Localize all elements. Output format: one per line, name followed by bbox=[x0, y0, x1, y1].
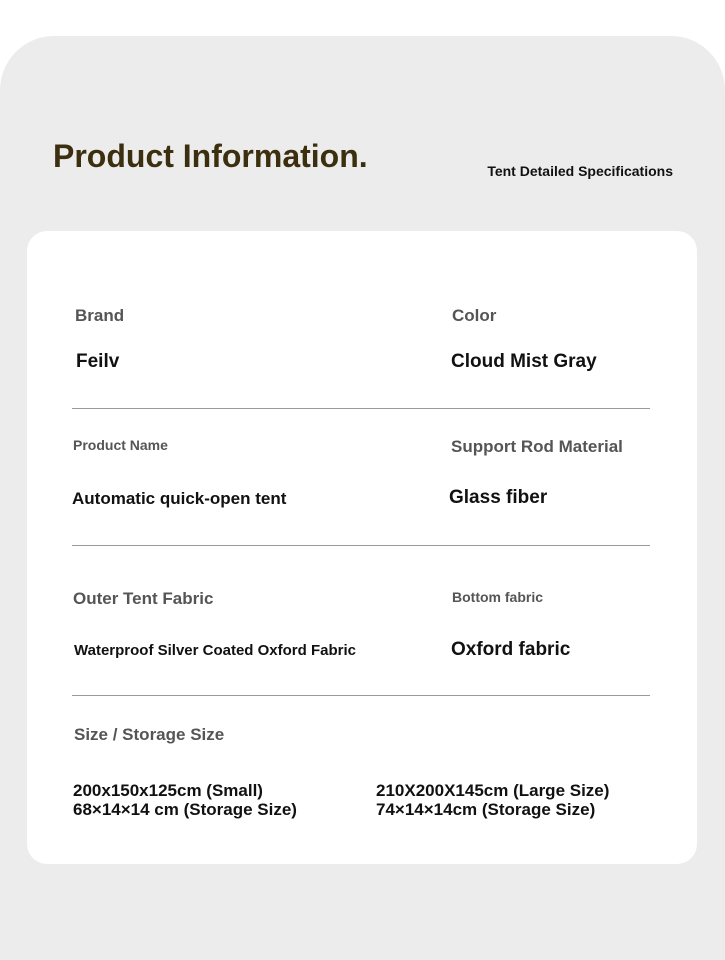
product-name-value: Automatic quick-open tent bbox=[72, 489, 287, 508]
bottom-fabric-value: Oxford fabric bbox=[451, 639, 571, 660]
spec-card bbox=[27, 231, 697, 864]
support-rod-value: Glass fiber bbox=[449, 487, 548, 508]
bottom-fabric-label: Bottom fabric bbox=[452, 589, 543, 605]
color-value: Cloud Mist Gray bbox=[451, 351, 597, 372]
size-large-value: 210X200X145cm (Large Size) 74×14×14cm (Storage Size) bbox=[376, 781, 610, 819]
product-name-label: Product Name bbox=[73, 437, 168, 453]
page-subtitle: Tent Detailed Specifications bbox=[487, 163, 673, 179]
outer-fabric-label: Outer Tent Fabric bbox=[73, 589, 214, 608]
divider-3 bbox=[72, 695, 650, 696]
size-label: Size / Storage Size bbox=[74, 725, 225, 744]
page-title: Product Information. bbox=[53, 138, 368, 174]
divider-1 bbox=[72, 408, 650, 409]
support-rod-label: Support Rod Material bbox=[451, 437, 623, 456]
divider-2 bbox=[72, 545, 650, 546]
color-label: Color bbox=[452, 306, 497, 325]
brand-label: Brand bbox=[75, 306, 125, 325]
outer-fabric-value: Waterproof Silver Coated Oxford Fabric bbox=[74, 642, 356, 659]
size-small-value: 200x150x125cm (Small) 68×14×14 cm (Storage Size) bbox=[73, 781, 297, 819]
brand-value: Feilv bbox=[76, 351, 120, 372]
